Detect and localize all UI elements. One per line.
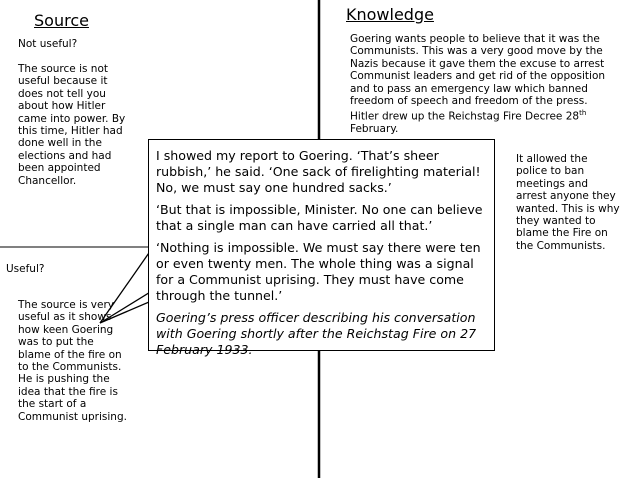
source-paragraph-1: I showed my report to Goering. ‘That’s sheer rubbish,’ he said. ‘One sack of firelighting material! No, we must say one hundred sacks.’ bbox=[156, 148, 481, 195]
knowledge-side-note: It allowed the police to ban meetings and arrest anyone they wanted. This is why they wanted to blame the Fire on the Communists. bbox=[516, 153, 620, 252]
source-paragraph-2: ‘But that is impossible, Minister. No one can believe that a single man can have carried all that.’ bbox=[156, 202, 483, 233]
source-paragraph-3: ‘Nothing is impossible. We must say there were ten or even twenty men. The whole thing was a signal for a Communist uprising. They must have come through the tunnel.’ bbox=[156, 240, 481, 303]
knowledge-text-end: February. bbox=[350, 123, 399, 136]
useful-text: The source is very useful as it shows how keen Goering was to put the blame of the fire on to the Communists. He is pushing the idea that the fire is the start of a Communist uprising. bbox=[18, 299, 127, 423]
source-caption: Goering’s press officer describing his conversation with Goering shortly after the Reichstag Fire on 27 February 1933. bbox=[156, 310, 477, 357]
knowledge-superscript: th bbox=[579, 109, 587, 118]
knowledge-main-text: Goering wants people to believe that it was the Communists. This was a very good move by the Nazis because it gave them the excuse to arrest Communist leaders and get rid of the opposition and to pass an emergency law which banned freedom of speech and freedom of the press. Hitler drew up the Reichstag Fire Decree 28 bbox=[350, 33, 606, 123]
useful-label: Useful? bbox=[6, 263, 45, 275]
knowledge-text bbox=[350, 33, 635, 136]
source-heading: Source bbox=[34, 11, 89, 30]
not-useful-text: The source is not useful because it does not tell you about how Hitler came into power. By this time, Hitler had done well in the elections and had been appointed Chancellor. bbox=[18, 63, 126, 187]
source-extract-box bbox=[148, 139, 495, 357]
knowledge-heading: Knowledge bbox=[346, 5, 434, 24]
not-useful-label: Not useful? bbox=[18, 38, 78, 50]
